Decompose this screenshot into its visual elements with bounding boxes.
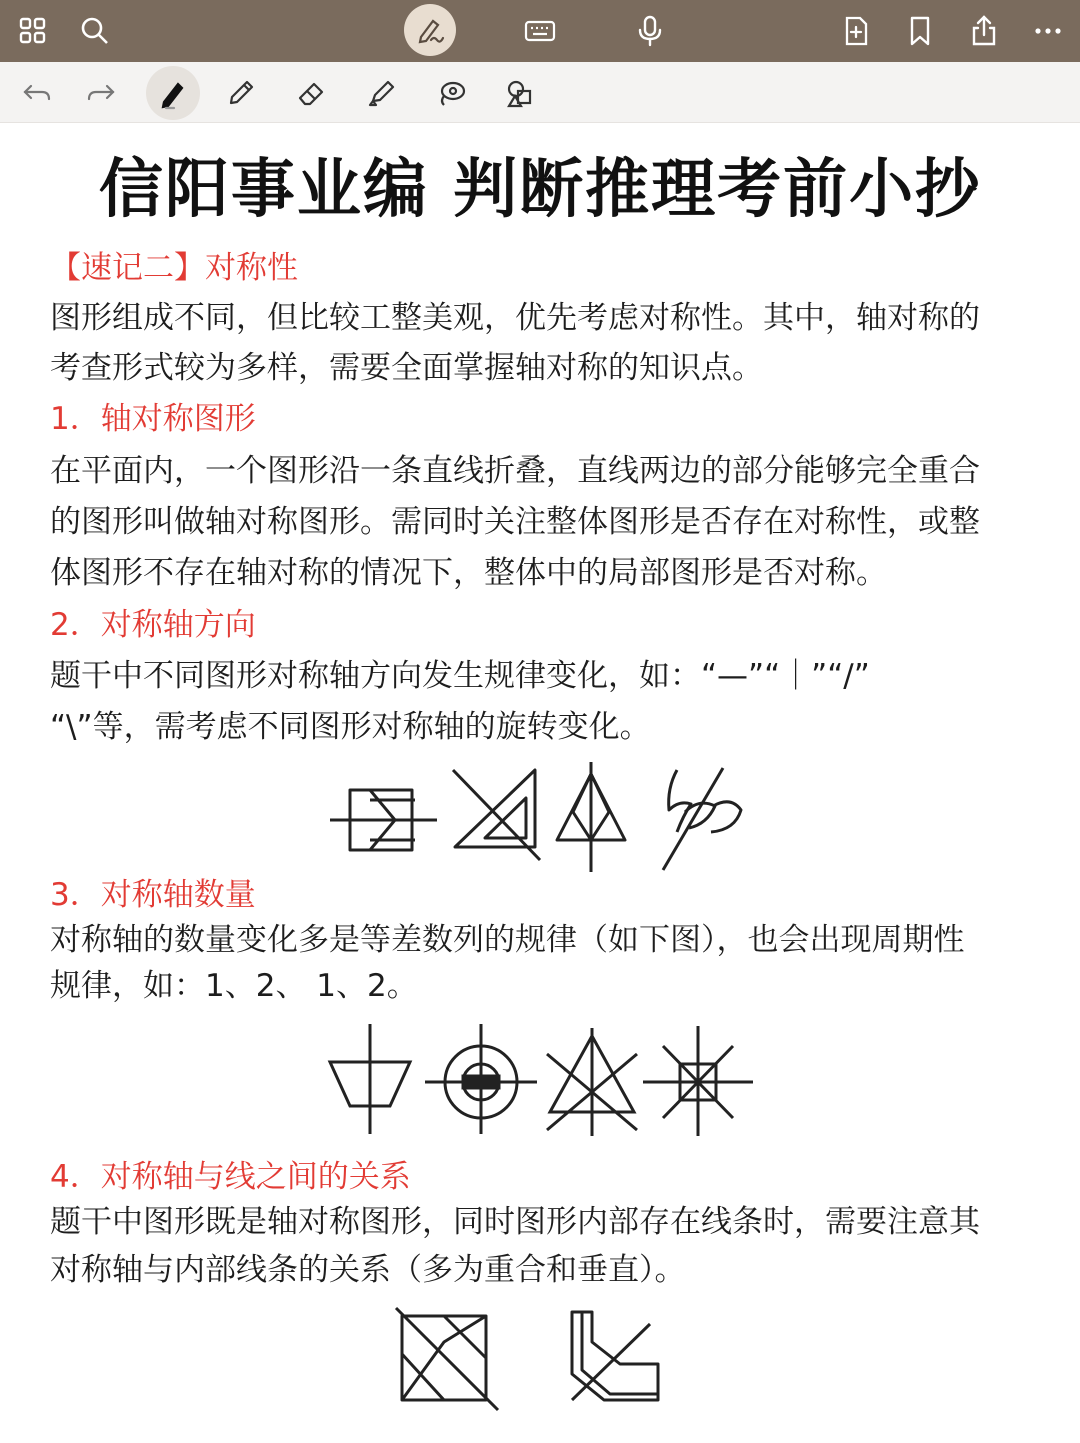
axis-direction-figures <box>325 762 755 878</box>
figure-antidiagonal-axis <box>663 768 741 870</box>
figure-axis-coincide <box>396 1308 498 1410</box>
intro-line-1: 图形组成不同，但比较工整美观，优先考虑对称性。其中，轴对称的 <box>50 300 980 336</box>
figure-horizontal-axis <box>330 790 437 850</box>
figure-two-axes <box>425 1024 537 1134</box>
lasso-icon[interactable] <box>430 72 472 114</box>
pencil-icon[interactable] <box>220 72 262 114</box>
fountain-pen-icon[interactable] <box>146 66 200 120</box>
section-2-line-1: 题干中不同图形对称轴方向发生规律变化，如：“—”“｜”“/” <box>50 658 870 694</box>
bookmark-icon[interactable] <box>897 8 943 54</box>
section-3-line-1: 对称轴的数量变化多是等差数列的规律（如下图），也会出现周期性 <box>50 922 965 958</box>
figure-vertical-axis <box>557 762 625 872</box>
search-icon[interactable] <box>72 8 118 54</box>
figure-axis-perpendicular <box>572 1312 658 1400</box>
figure-one-axis <box>330 1024 410 1134</box>
section-1-line-2: 的图形叫做轴对称图形。需同时关注整体图形是否存在对称性，或整 <box>50 504 980 540</box>
tool-bar <box>0 62 1080 123</box>
figure-four-axes <box>643 1026 753 1136</box>
section-1-line-3: 体图形不存在轴对称的情况下，整体中的局部图形是否对称。 <box>50 555 887 591</box>
section-4-title: 4．对称轴与线之间的关系 <box>50 1159 411 1195</box>
section-heading: 【速记二】对称性 <box>50 250 298 286</box>
microphone-icon[interactable] <box>627 8 673 54</box>
section-2-title: 2．对称轴方向 <box>50 607 256 643</box>
axis-line-relation-figures <box>390 1302 670 1418</box>
redo-icon[interactable] <box>80 72 122 114</box>
pen-mode-icon[interactable] <box>404 4 456 56</box>
page-title: 信阳事业编 判断推理考前小抄 <box>98 153 982 227</box>
add-page-icon[interactable] <box>833 8 879 54</box>
top-app-bar <box>0 0 1080 62</box>
more-icon[interactable] <box>1025 8 1071 54</box>
axis-count-figures <box>325 1024 757 1140</box>
highlighter-icon[interactable] <box>360 72 402 114</box>
section-4-line-1: 题干中图形既是轴对称图形，同时图形内部存在线条时，需要注意其 <box>50 1204 980 1240</box>
figure-three-axes <box>547 1028 637 1136</box>
section-4-line-2: 对称轴与内部线条的关系（多为重合和垂直）。 <box>50 1252 686 1288</box>
undo-icon[interactable] <box>16 72 58 114</box>
share-icon[interactable] <box>961 8 1007 54</box>
section-3-title: 3．对称轴数量 <box>50 877 256 913</box>
shapes-icon[interactable] <box>500 72 542 114</box>
intro-line-2: 考查形式较为多样，需要全面掌握轴对称的知识点。 <box>50 350 763 386</box>
eraser-icon[interactable] <box>290 72 332 114</box>
figure-diagonal-axis <box>453 770 540 860</box>
section-1-title: 1．轴对称图形 <box>50 401 256 437</box>
section-3-line-2: 规律，如：1、2、 1、2。 <box>50 968 418 1004</box>
keyboard-icon[interactable] <box>517 8 563 54</box>
grid-icon[interactable] <box>10 8 56 54</box>
section-2-line-2: “\”等，需考虑不同图形对称轴的旋转变化。 <box>50 709 651 745</box>
section-1-line-1: 在平面内，一个图形沿一条直线折叠，直线两边的部分能够完全重合 <box>50 453 980 489</box>
